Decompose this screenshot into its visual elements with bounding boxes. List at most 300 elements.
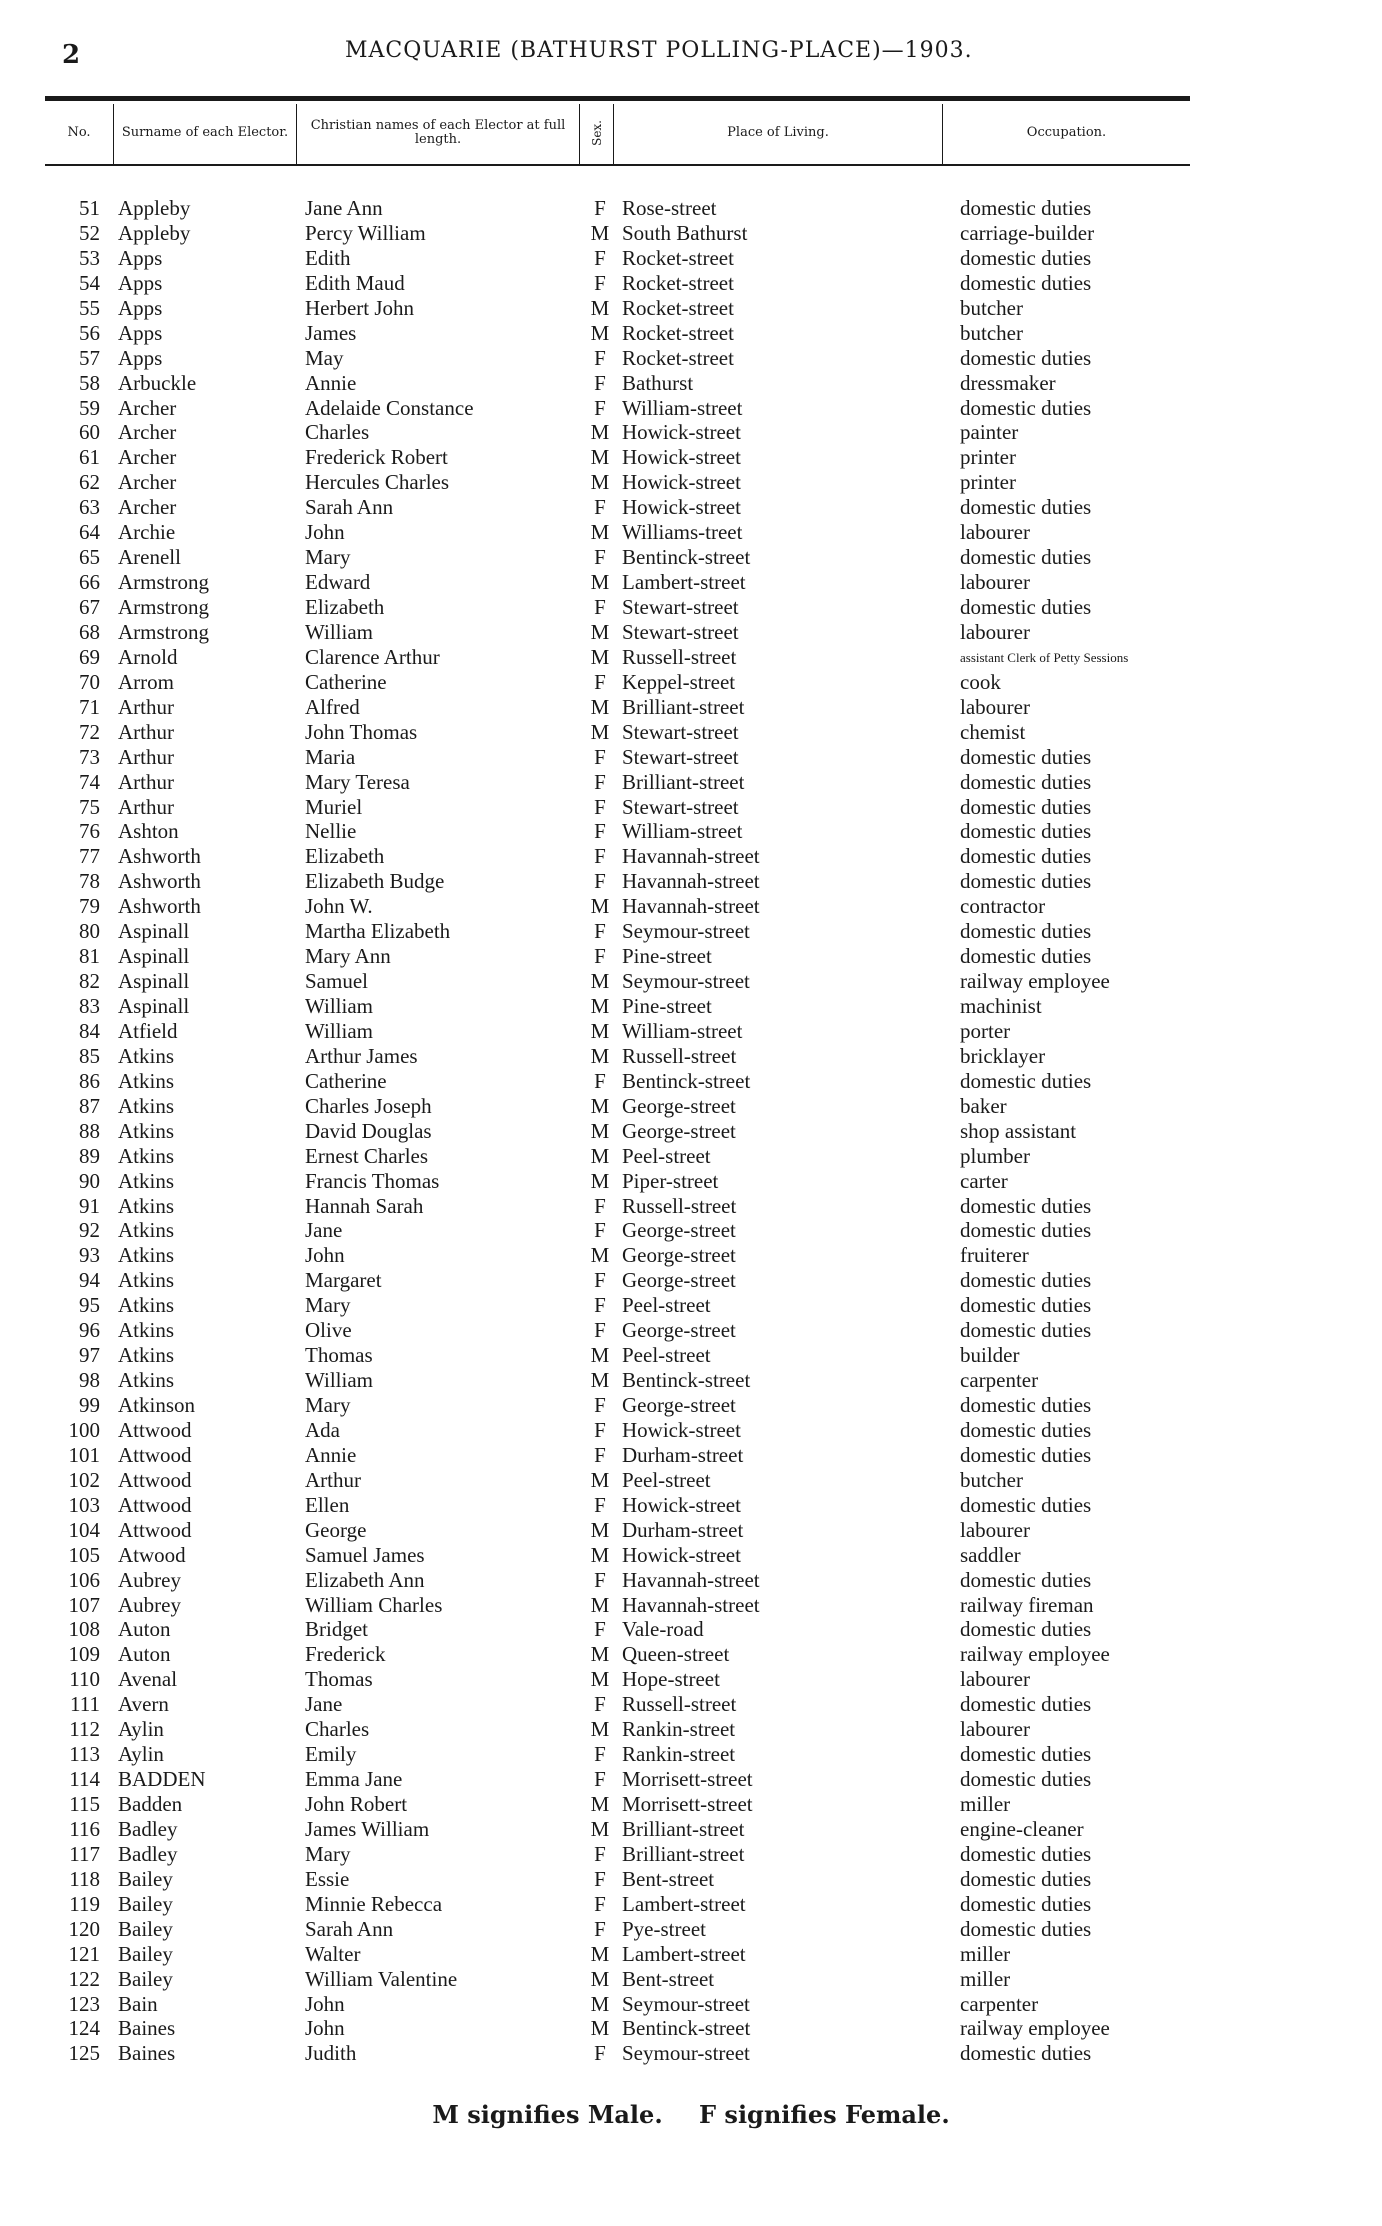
table-row [0, 1468, 1382, 1493]
elector-occupation: miller [960, 1792, 1011, 1816]
elector-number: 90 [79, 1168, 100, 1193]
elector-occupation: machinist [960, 994, 1042, 1018]
elector-surname: Ashworth [118, 894, 201, 919]
table-row [0, 1917, 1382, 1942]
elector-christian-names: Mary [305, 1393, 351, 1417]
elector-surname: Aubrey [118, 1592, 181, 1617]
elector-surname: Armstrong [118, 619, 209, 644]
elector-sex: M [590, 1043, 610, 1068]
elector-christian-names: Samuel [305, 969, 368, 994]
column-header-occupation-label: Occupation. [1026, 125, 1107, 140]
elector-place-of-living: Bentinck-street [622, 1368, 751, 1393]
table-row [0, 695, 1382, 720]
elector-christian-names: Emily [305, 1742, 357, 1767]
elector-sex: F [594, 2041, 606, 2066]
elector-place-of-living: Stewart-street [622, 619, 739, 644]
elector-sex: F [594, 1916, 606, 1941]
elector-surname: Archer [118, 495, 177, 520]
elector-occupation: dressmaker [960, 370, 1056, 395]
elector-occupation: engine-cleaner [960, 1816, 1084, 1841]
elector-sex: M [590, 295, 610, 320]
elector-number: 80 [79, 919, 100, 944]
elector-sex: M [590, 570, 610, 595]
elector-sex: F [594, 1293, 606, 1318]
elector-place-of-living: Howick-street [622, 470, 741, 495]
table-row [0, 246, 1382, 271]
elector-christian-names: Catherine [305, 1068, 387, 1093]
elector-number: 106 [68, 1567, 100, 1592]
table-row [0, 770, 1382, 795]
elector-place-of-living: Rankin-street [622, 1717, 736, 1742]
elector-surname: Armstrong [118, 570, 209, 595]
elector-surname: Appleby [118, 196, 191, 220]
elector-surname: Archer [118, 420, 177, 445]
elector-surname: Apps [118, 345, 163, 370]
elector-occupation: domestic duties [960, 495, 1092, 520]
elector-number: 117 [69, 1841, 100, 1866]
elector-place-of-living: Howick-street [622, 1542, 741, 1567]
elector-sex: M [590, 1542, 610, 1567]
elector-christian-names: Muriel [305, 794, 363, 819]
elector-surname: Ashworth [118, 869, 201, 894]
elector-number: 55 [79, 295, 100, 320]
elector-place-of-living: Seymour-street [622, 1991, 750, 2016]
elector-occupation: builder [960, 1343, 1020, 1368]
elector-number: 57 [79, 345, 100, 370]
column-header-no [45, 104, 113, 162]
table-row [0, 1343, 1382, 1368]
elector-place-of-living: Stewart-street [622, 794, 739, 819]
elector-number: 83 [79, 994, 100, 1018]
elector-occupation: railway fireman [960, 1592, 1094, 1617]
elector-occupation: assistant Clerk of Petty Sessions [960, 649, 1129, 665]
elector-christian-names: Mary Ann [305, 944, 391, 969]
elector-sex: F [594, 395, 606, 420]
elector-sex: M [590, 719, 610, 744]
elector-surname: Arrom [118, 669, 174, 694]
elector-place-of-living: Howick-street [622, 495, 741, 520]
elector-occupation: carpenter [960, 1991, 1039, 2016]
elector-surname: Attwood [118, 1417, 192, 1442]
elector-sex: F [594, 370, 606, 395]
table-row [0, 495, 1382, 520]
table-row [0, 1293, 1382, 1318]
table-row [0, 869, 1382, 894]
elector-surname: Atkins [118, 1168, 175, 1193]
elector-surname: Arenell [118, 545, 181, 570]
elector-christian-names: Charles Joseph [305, 1093, 432, 1118]
elector-occupation: domestic duties [960, 545, 1092, 570]
elector-surname: Aspinall [118, 944, 190, 969]
table-row [0, 1742, 1382, 1767]
elector-number: 94 [79, 1268, 100, 1293]
elector-sex: M [590, 1592, 610, 1617]
elector-christian-names: John W. [305, 894, 373, 919]
elector-number: 97 [79, 1343, 100, 1368]
elector-surname: Atkins [118, 1143, 175, 1168]
elector-number: 118 [69, 1866, 100, 1891]
elector-surname: Attwood [118, 1517, 192, 1542]
elector-sex: M [590, 1667, 610, 1692]
elector-christian-names: Percy William [305, 220, 426, 245]
elector-sex: M [590, 520, 610, 545]
elector-occupation: domestic duties [960, 1767, 1092, 1792]
table-row [0, 1418, 1382, 1443]
elector-occupation: domestic duties [960, 919, 1092, 944]
elector-number: 63 [79, 495, 100, 520]
elector-sex: F [594, 1567, 606, 1592]
elector-christian-names: Margaret [305, 1268, 382, 1293]
elector-number: 121 [68, 1941, 100, 1966]
elector-place-of-living: Rose-street [622, 196, 717, 220]
elector-place-of-living: Keppel-street [622, 669, 736, 694]
elector-number: 84 [79, 1018, 100, 1043]
elector-place-of-living: Howick-street [622, 1417, 741, 1442]
table-row [0, 844, 1382, 869]
elector-surname: Atkins [118, 1043, 175, 1068]
elector-place-of-living: Rocket-street [622, 320, 734, 345]
elector-sex: F [594, 1268, 606, 1293]
electors-table [0, 196, 1382, 2066]
elector-sex: M [590, 1243, 610, 1268]
table-row [0, 1568, 1382, 1593]
elector-surname: Apps [118, 245, 163, 270]
column-header-place-label: Place of Living. [727, 125, 829, 140]
elector-sex: F [594, 744, 606, 769]
elector-place-of-living: Peel-street [622, 1343, 711, 1368]
elector-number: 109 [68, 1642, 100, 1667]
column-header-surname [114, 104, 296, 162]
elector-number: 78 [79, 869, 100, 894]
elector-sex: F [594, 1393, 606, 1417]
elector-occupation: carriage-builder [960, 220, 1095, 245]
column-header-occupation [943, 104, 1190, 162]
elector-number: 88 [79, 1118, 100, 1143]
elector-christian-names: Ellen [305, 1492, 350, 1517]
table-row [0, 1119, 1382, 1144]
elector-sex: M [590, 894, 610, 919]
elector-surname: Arbuckle [118, 370, 197, 395]
elector-occupation: domestic duties [960, 2041, 1092, 2066]
elector-sex: F [594, 196, 606, 220]
table-row [0, 1019, 1382, 1044]
elector-surname: Atkins [118, 1093, 175, 1118]
elector-occupation: domestic duties [960, 345, 1092, 370]
elector-surname: Aubrey [118, 1567, 181, 1592]
elector-place-of-living: Pye-street [622, 1916, 706, 1941]
elector-occupation: domestic duties [960, 245, 1092, 270]
footer-legend [0, 2100, 1382, 2129]
elector-occupation: baker [960, 1093, 1007, 1118]
elector-number: 125 [68, 2041, 100, 2066]
elector-number: 65 [79, 545, 100, 570]
elector-number: 52 [79, 220, 100, 245]
elector-sex: M [590, 644, 610, 669]
table-row [0, 445, 1382, 470]
elector-christian-names: Charles [305, 420, 370, 445]
elector-sex: F [594, 245, 606, 270]
elector-surname: Bailey [118, 1891, 173, 1916]
table-row [0, 1717, 1382, 1742]
elector-sex: M [590, 1343, 610, 1368]
table-row [0, 2041, 1382, 2066]
elector-christian-names: Frederick [305, 1642, 386, 1667]
table-row [0, 545, 1382, 570]
elector-number: 74 [79, 769, 100, 794]
elector-christian-names: Alfred [305, 694, 360, 719]
elector-occupation: painter [960, 420, 1019, 445]
elector-place-of-living: Bentinck-street [622, 1068, 751, 1093]
elector-sex: M [590, 694, 610, 719]
elector-surname: Ashton [118, 819, 179, 844]
elector-number: 75 [79, 794, 100, 819]
elector-surname: Apps [118, 320, 163, 345]
elector-sex: F [594, 1068, 606, 1093]
elector-number: 59 [79, 395, 100, 420]
elector-sex: M [590, 1368, 610, 1393]
elector-occupation: labourer [960, 1667, 1030, 1692]
elector-sex: M [590, 1093, 610, 1118]
elector-surname: Aspinall [118, 969, 190, 994]
elector-surname: Arthur [118, 719, 174, 744]
elector-place-of-living: Vale-road [622, 1617, 704, 1642]
elector-place-of-living: Bentinck-street [622, 545, 751, 570]
elector-occupation: domestic duties [960, 1393, 1092, 1417]
elector-occupation: domestic duties [960, 595, 1092, 619]
elector-number: 99 [79, 1393, 100, 1417]
elector-place-of-living: Havannah-street [622, 844, 760, 869]
elector-place-of-living: George-street [622, 1268, 736, 1293]
elector-surname: Atkins [118, 1318, 175, 1343]
elector-christian-names: William Valentine [305, 1966, 458, 1991]
elector-surname: Bailey [118, 1916, 173, 1941]
elector-place-of-living: Havannah-street [622, 894, 760, 919]
table-row [0, 221, 1382, 246]
elector-christian-names: Elizabeth Ann [305, 1567, 425, 1592]
elector-number: 96 [79, 1318, 100, 1343]
elector-christian-names: Adelaide Constance [305, 395, 474, 420]
elector-surname: Aylin [118, 1742, 164, 1767]
elector-occupation: domestic duties [960, 1742, 1092, 1767]
elector-occupation: domestic duties [960, 196, 1092, 220]
elector-christian-names: Annie [305, 1442, 357, 1467]
table-row [0, 1767, 1382, 1792]
elector-christian-names: Jane [305, 1692, 343, 1717]
elector-surname: Atkinson [118, 1393, 196, 1417]
elector-christian-names: Jane Ann [305, 196, 383, 220]
elector-occupation: domestic duties [960, 1218, 1092, 1243]
elector-number: 56 [79, 320, 100, 345]
elector-surname: Appleby [118, 220, 191, 245]
elector-occupation: domestic duties [960, 819, 1092, 844]
elector-christian-names: William [305, 1018, 373, 1043]
elector-number: 122 [68, 1966, 100, 1991]
elector-surname: Arthur [118, 794, 174, 819]
elector-place-of-living: George-street [622, 1318, 736, 1343]
elector-place-of-living: Havannah-street [622, 869, 760, 894]
elector-number: 72 [79, 719, 100, 744]
elector-occupation: domestic duties [960, 1068, 1092, 1093]
elector-surname: Aspinall [118, 919, 190, 944]
elector-christian-names: Martha Elizabeth [305, 919, 451, 944]
elector-place-of-living: Brilliant-street [622, 1841, 745, 1866]
elector-place-of-living: Howick-street [622, 420, 741, 445]
elector-christian-names: May [305, 345, 344, 370]
elector-surname: Atkins [118, 1218, 175, 1243]
table-row [0, 1268, 1382, 1293]
elector-christian-names: Nellie [305, 819, 357, 844]
elector-sex: F [594, 794, 606, 819]
table-row [0, 1493, 1382, 1518]
elector-surname: Atfield [118, 1018, 178, 1043]
elector-sex: F [594, 1767, 606, 1792]
table-row [0, 670, 1382, 695]
elector-occupation: domestic duties [960, 1916, 1092, 1941]
table-row [0, 795, 1382, 820]
elector-place-of-living: William-street [622, 395, 743, 420]
elector-place-of-living: George-street [622, 1393, 736, 1417]
elector-sex: M [590, 320, 610, 345]
elector-place-of-living: Lambert-street [622, 570, 746, 595]
elector-occupation: domestic duties [960, 794, 1092, 819]
elector-christian-names: Emma Jane [305, 1767, 403, 1792]
elector-christian-names: John Robert [305, 1792, 408, 1816]
elector-number: 105 [68, 1542, 100, 1567]
elector-place-of-living: Bent-street [622, 1866, 715, 1891]
elector-surname: Atkins [118, 1368, 175, 1393]
elector-surname: Atkins [118, 1293, 175, 1318]
elector-christian-names: John [305, 1991, 345, 2016]
elector-sex: F [594, 1218, 606, 1243]
elector-place-of-living: Pine-street [622, 944, 712, 969]
elector-place-of-living: Pine-street [622, 994, 712, 1018]
table-row [0, 645, 1382, 670]
elector-number: 120 [68, 1916, 100, 1941]
table-row [0, 271, 1382, 296]
table-row [0, 1967, 1382, 1992]
elector-number: 68 [79, 619, 100, 644]
table-row [0, 620, 1382, 645]
elector-surname: Auton [118, 1617, 171, 1642]
column-header-christian-label: Christian names of each Elector at full length. [310, 118, 566, 147]
elector-number: 115 [69, 1792, 100, 1816]
elector-surname: Attwood [118, 1467, 192, 1492]
elector-christian-names: William [305, 619, 373, 644]
elector-sex: M [590, 445, 610, 470]
elector-surname: Badley [118, 1841, 178, 1866]
elector-christian-names: Mary Teresa [305, 769, 410, 794]
elector-sex: F [594, 819, 606, 844]
elector-christian-names: John [305, 520, 345, 545]
table-row [0, 1892, 1382, 1917]
elector-sex: M [590, 220, 610, 245]
elector-occupation: butcher [960, 295, 1023, 320]
elector-occupation: domestic duties [960, 1268, 1092, 1293]
elector-place-of-living: Howick-street [622, 1492, 741, 1517]
elector-surname: Attwood [118, 1442, 192, 1467]
table-row [0, 1642, 1382, 1667]
elector-place-of-living: George-street [622, 1118, 736, 1143]
table-row [0, 1667, 1382, 1692]
elector-sex: M [590, 1517, 610, 1542]
elector-place-of-living: Peel-street [622, 1467, 711, 1492]
table-row [0, 720, 1382, 745]
table-row [0, 1218, 1382, 1243]
elector-christian-names: Edward [305, 570, 371, 595]
elector-occupation: miller [960, 1941, 1011, 1966]
elector-occupation: domestic duties [960, 270, 1092, 295]
elector-number: 77 [79, 844, 100, 869]
elector-place-of-living: Queen-street [622, 1642, 730, 1667]
elector-sex: M [590, 1143, 610, 1168]
elector-sex: M [590, 994, 610, 1018]
header-rule-bottom [45, 164, 1190, 166]
elector-sex: M [590, 619, 610, 644]
column-header-place [614, 104, 942, 162]
table-row [0, 470, 1382, 495]
elector-surname: Badley [118, 1816, 178, 1841]
elector-christian-names: Mary [305, 545, 351, 570]
elector-surname: Atkins [118, 1243, 175, 1268]
elector-sex: M [590, 1018, 610, 1043]
elector-number: 61 [79, 445, 100, 470]
elector-number: 98 [79, 1368, 100, 1393]
elector-number: 81 [79, 944, 100, 969]
table-row [0, 1169, 1382, 1194]
elector-surname: Aspinall [118, 994, 190, 1018]
elector-place-of-living: William-street [622, 819, 743, 844]
elector-place-of-living: Brilliant-street [622, 694, 745, 719]
elector-surname: Bain [118, 1991, 158, 2016]
elector-occupation: domestic duties [960, 1617, 1092, 1642]
table-row [0, 819, 1382, 844]
elector-occupation: butcher [960, 320, 1023, 345]
elector-number: 58 [79, 370, 100, 395]
elector-sex: F [594, 1318, 606, 1343]
table-row [0, 944, 1382, 969]
elector-occupation: shop assistant [960, 1118, 1077, 1143]
elector-occupation: printer [960, 445, 1016, 470]
table-row [0, 1942, 1382, 1967]
elector-surname: Arthur [118, 769, 174, 794]
elector-place-of-living: Seymour-street [622, 2041, 750, 2066]
elector-occupation: domestic duties [960, 1841, 1092, 1866]
elector-sex: M [590, 1966, 610, 1991]
elector-place-of-living: Stewart-street [622, 719, 739, 744]
elector-number: 71 [79, 694, 100, 719]
elector-occupation: labourer [960, 1517, 1030, 1542]
table-row [0, 396, 1382, 421]
table-row [0, 1194, 1382, 1219]
elector-place-of-living: Havannah-street [622, 1592, 760, 1617]
elector-christian-names: Essie [305, 1866, 350, 1891]
table-row [0, 1593, 1382, 1618]
elector-sex: F [594, 919, 606, 944]
elector-occupation: domestic duties [960, 1293, 1092, 1318]
elector-christian-names: Thomas [305, 1667, 373, 1692]
elector-sex: M [590, 1816, 610, 1841]
elector-christian-names: Arthur [305, 1467, 361, 1492]
elector-place-of-living: Howick-street [622, 445, 741, 470]
elector-sex: F [594, 1866, 606, 1891]
elector-number: 124 [68, 2016, 100, 2041]
elector-surname: Archer [118, 445, 177, 470]
table-row [0, 595, 1382, 620]
elector-occupation: fruiterer [960, 1243, 1029, 1268]
elector-christian-names: Judith [305, 2041, 357, 2066]
elector-occupation: domestic duties [960, 1692, 1092, 1717]
elector-place-of-living: South Bathurst [622, 220, 748, 245]
